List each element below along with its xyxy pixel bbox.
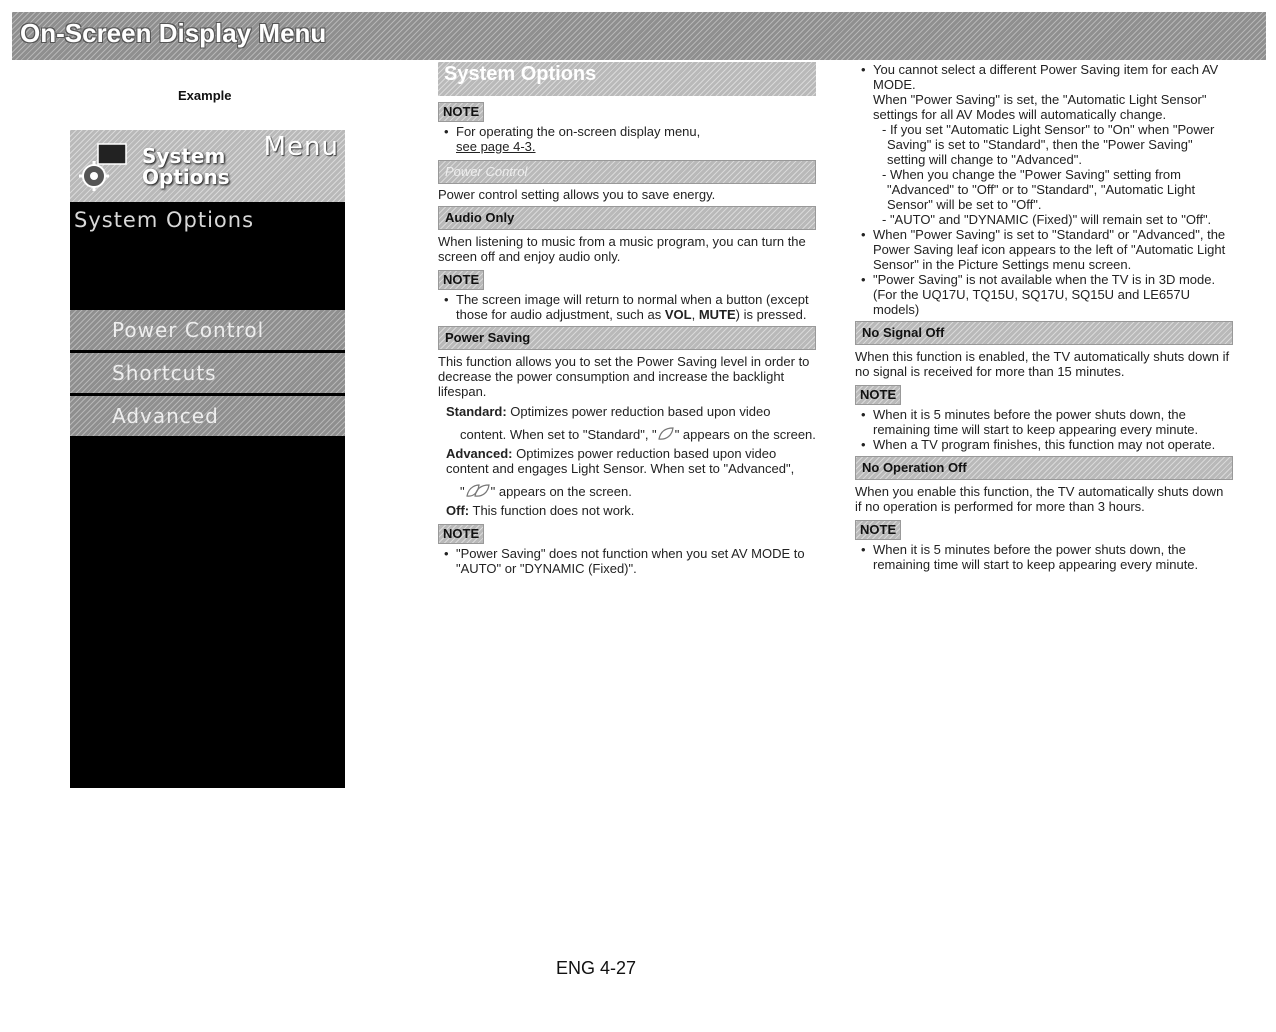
note-item [438, 124, 816, 154]
option-label: Advanced: [446, 446, 513, 461]
option-text: content. When set to "Standard", " [460, 427, 657, 442]
subsection-title: Power Control [445, 164, 528, 179]
note-item: • "Power Saving" does not function when you set AV MODE to "AUTO" or "DYNAMIC (Fixed)". [438, 546, 816, 576]
paragraph: Power control setting allows you to save energy. [438, 187, 716, 202]
note-text: The screen image will return to normal when a button (except those for audio adjustment, such as [456, 292, 809, 322]
tv-menu-header-line1: System [142, 144, 226, 168]
tv-menu-item-power-control[interactable]: Power Control [70, 310, 345, 350]
option-text: This function does not work. [472, 503, 635, 518]
section-header-system-options [438, 62, 816, 96]
note-item [855, 62, 1233, 227]
example-label: Example [178, 88, 232, 103]
note-label: NOTE [438, 102, 484, 122]
column-power-saving-notes [855, 62, 1233, 572]
section-title: System Options [444, 63, 597, 85]
subsection-bar-power-control [438, 160, 816, 184]
note-label: NOTE [855, 520, 901, 540]
note-item: • When it is 5 minutes before the power shuts down, the remaining time will start to keep appearing every minute. [855, 542, 1233, 572]
tv-menu-header [70, 130, 345, 202]
subsection-bar-audio-only: Audio Only [438, 206, 816, 230]
tv-menu-header-line2: Options [142, 165, 230, 189]
tv-menu-item-shortcuts[interactable]: Shortcuts [70, 353, 345, 393]
double-leaf-icon [465, 484, 491, 498]
key-vol: VOL [664, 307, 692, 322]
tv-menu-example [70, 130, 345, 788]
paragraph: When you enable this function, the TV automatically shuts down if no operation is performed for more than 3 hours. [855, 484, 1224, 514]
tv-menu-item-advanced[interactable]: Advanced [70, 396, 345, 436]
option-advanced [438, 446, 816, 476]
option-text: Optimizes power reduction based upon video [510, 404, 771, 419]
option-advanced-cont [438, 484, 816, 499]
note-item: • When a TV program finishes, this function may not operate. [855, 437, 1233, 452]
paragraph: This function allows you to set the Power Saving level in order to decrease the power consumption and increase the backlight lifespan. [438, 354, 810, 399]
tv-menu-word: Menu [263, 132, 339, 162]
page-banner [12, 12, 1266, 60]
note-text: , [691, 307, 699, 322]
option-text: " appears on the screen. [490, 484, 632, 499]
option-standard-cont [438, 427, 816, 442]
note-text: For operating the on-screen display menu, [456, 124, 701, 139]
note-label: NOTE [438, 270, 484, 290]
paragraph: When listening to music from a music program, you can turn the screen off and enjoy audio only. [438, 234, 806, 264]
note-subitem: - When you change the "Power Saving" setting from "Advanced" to "Off" or to "Standard", "Automatic Light Sensor" will be set to "Off". [882, 167, 1196, 212]
note-item: • When it is 5 minutes before the power shuts down, the remaining time will start to keep appearing every minute. [855, 407, 1233, 437]
tv-menu-section-title: System Options [74, 208, 255, 232]
note-subitem: - "AUTO" and "DYNAMIC (Fixed)" will remain set to "Off". [882, 212, 1212, 227]
page-reference-link[interactable]: see page 4-3. [456, 139, 536, 154]
option-standard [438, 404, 816, 419]
option-text: Optimizes power reduction based upon video content and engages Light Sensor. When set to "Advanced", [446, 446, 795, 476]
note-item: • When "Power Saving" is set to "Standard" or "Advanced", the Power Saving leaf icon appears to the left of "Automatic Light Sensor" in the Picture Settings menu screen. [855, 227, 1233, 272]
subsection-bar-no-signal-off: No Signal Off [855, 321, 1233, 345]
option-label: Standard: [446, 404, 507, 419]
leaf-icon [657, 427, 675, 441]
subsection-bar-no-operation-off: No Operation Off [855, 456, 1233, 480]
option-text: " appears on the screen. [674, 427, 816, 442]
note-item: • "Power Saving" is not available when the TV is in 3D mode. (For the UQ17U, TQ15U, SQ17U, SQ15U and LE657U models) [855, 272, 1233, 317]
tv-menu-header-title [142, 146, 230, 188]
option-text: " [460, 484, 465, 499]
note-text: ) is pressed. [735, 307, 807, 322]
option-off [438, 503, 816, 518]
note-label: NOTE [438, 524, 484, 544]
note-subitem: - If you set "Automatic Light Sensor" to "On" when "Power Saving" is set to "Standard", then the "Power Saving" setting will change to "Advanced". [882, 122, 1215, 167]
page-number: ENG 4-27 [556, 958, 637, 978]
note-text: When "Power Saving" is set, the "Automatic Light Sensor" settings for all AV Modes will automatically change. [873, 92, 1207, 122]
note-label: NOTE [855, 385, 901, 405]
option-label: Off: [446, 503, 470, 518]
column-system-options [438, 62, 816, 576]
gear-icon [76, 140, 130, 194]
page-title: On-Screen Display Menu [20, 18, 327, 48]
subsection-bar-power-saving: Power Saving [438, 326, 816, 350]
note-item [438, 292, 816, 322]
key-mute: MUTE [698, 307, 736, 322]
note-text: • You cannot select a different Power Saving item for each AV MODE. [873, 62, 1219, 92]
paragraph: When this function is enabled, the TV automatically shuts down if no signal is received for more than 15 minutes. [855, 349, 1230, 379]
